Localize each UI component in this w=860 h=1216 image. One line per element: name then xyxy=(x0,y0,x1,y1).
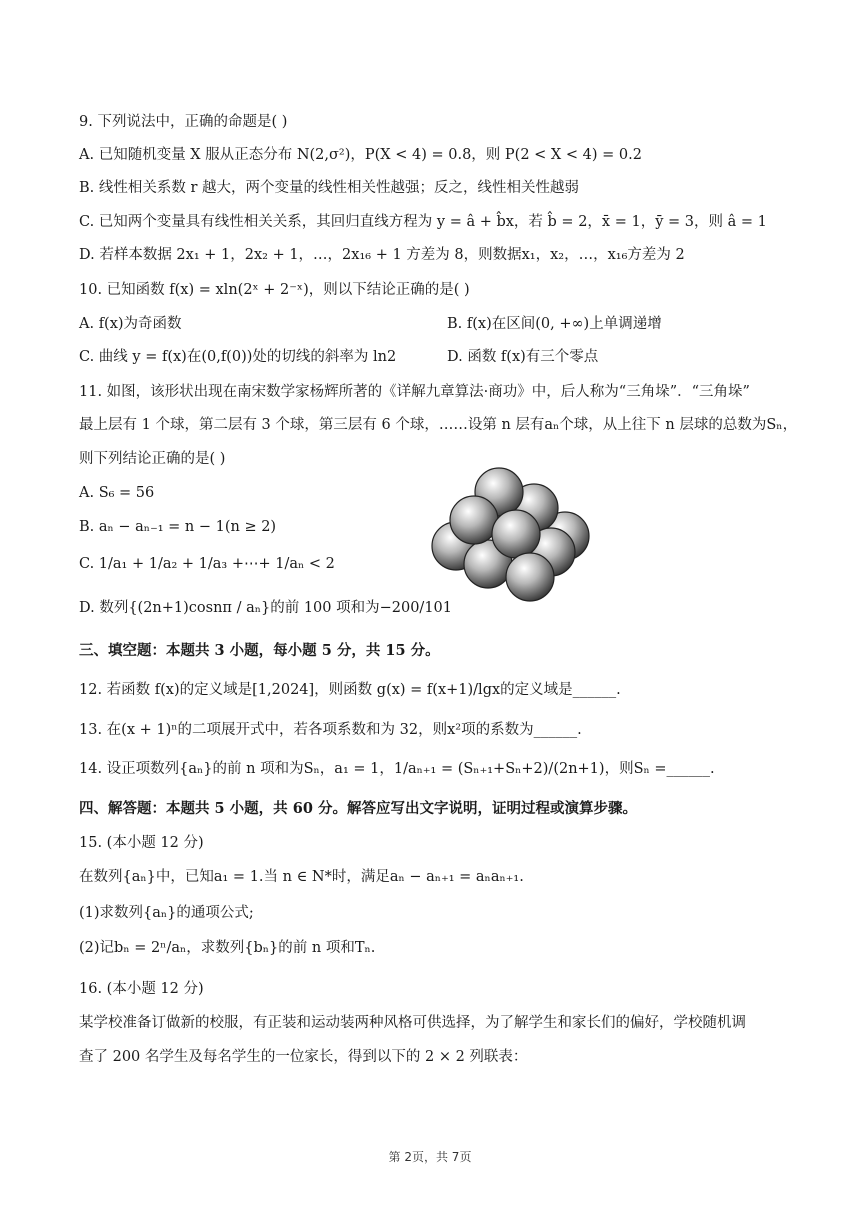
q11-option-c: C. 1/a₁ + 1/a₂ + 1/a₃ +⋯+ 1/aₙ < 2 xyxy=(79,556,335,572)
q14: 14. 设正项数列{aₙ}的前 n 项和为Sₙ，a₁ = 1，1/aₙ₊₁ = (Sₙ₊₁+Sₙ+2)/(2n+1)，则Sₙ =______. xyxy=(79,761,715,777)
q11-stem-line1: 11. 如图，该形状出现在南宋数学家杨辉所著的《详解九章算法·商功》中，后人称为“三角垛”．“三角垛” xyxy=(79,384,750,400)
q10-option-a: A. f(x)为奇函数 xyxy=(79,316,182,332)
q11-option-b: B. aₙ − aₙ₋₁ = n − 1(n ≥ 2) xyxy=(79,519,277,535)
q10-option-d: D. 函数 f(x)有三个零点 xyxy=(447,349,599,365)
q16-stem-line1: 某学校准备订做新的校服，有正装和运动装两种风格可供选择，为了解学生和家长们的偏好，学校随机调 xyxy=(79,1015,746,1031)
q12: 12. 若函数 f(x)的定义域是[1,2024]，则函数 g(x) = f(x+1)/lgx的定义域是______. xyxy=(79,682,621,698)
q15-part-1: (1)求数列{aₙ}的通项公式; xyxy=(79,905,254,921)
sphere xyxy=(506,553,554,601)
sphere xyxy=(492,510,540,558)
q9-stem: 9. 下列说法中，正确的命题是( ) xyxy=(79,114,288,130)
q10-option-b: B. f(x)在区间(0, +∞)上单调递增 xyxy=(447,316,662,332)
q16-header: 16. (本小题 12 分) xyxy=(79,981,204,997)
q11-stem-line3: 则下列结论正确的是( ) xyxy=(79,451,226,467)
q10-stem: 10. 已知函数 f(x) = xln(2ˣ + 2⁻ˣ)，则以下结论正确的是( ) xyxy=(79,282,470,298)
q9-option-c: C. 已知两个变量具有线性相关关系，其回归直线方程为 y = â + b̂x，若 b̂ = 2，x̄ = 1，ȳ = 3，则 â = 1 xyxy=(79,214,767,230)
q16-stem-line2: 查了 200 名学生及每名学生的一位家长，得到以下的 2 × 2 列联表： xyxy=(79,1049,528,1065)
section-4-heading: 四、解答题：本题共 5 小题，共 60 分。解答应写出文字说明，证明过程或演算步骤。 xyxy=(79,800,637,817)
q9-option-a: A. 已知随机变量 X 服从正态分布 N(2,σ²)，P(X < 4) = 0.8，则 P(2 < X < 4) = 0.2 xyxy=(79,147,642,163)
q11-option-a: A. S₆ = 56 xyxy=(79,485,155,501)
q9-option-d: D. 若样本数据 2x₁ + 1，2x₂ + 1，…，2x₁₆ + 1 方差为 8，则数据x₁，x₂，…，x₁₆方差为 2 xyxy=(79,247,685,263)
q15-header: 15. (本小题 12 分) xyxy=(79,835,204,851)
q15-stem: 在数列{aₙ}中，已知a₁ = 1.当 n ∈ N*时，满足aₙ − aₙ₊₁ = aₙaₙ₊₁. xyxy=(79,869,524,885)
q15-part-2: (2)记bₙ = 2ⁿ/aₙ，求数列{bₙ}的前 n 项和Tₙ. xyxy=(79,940,376,956)
page-footer: 第 2页，共 7页 xyxy=(388,1150,472,1164)
sphere xyxy=(450,496,498,544)
q10-option-c: C. 曲线 y = f(x)在(0,f(0))处的切线的斜率为 ln2 xyxy=(79,349,397,365)
triangular-pile-figure xyxy=(428,462,598,604)
q11-stem-line2: 最上层有 1 个球，第二层有 3 个球，第三层有 6 个球，……设第 n 层有aₙ个球，从上往下 n 层球的总数为Sₙ， xyxy=(79,417,798,433)
section-3-heading: 三、填空题：本题共 3 小题，每小题 5 分，共 15 分。 xyxy=(79,642,440,659)
q9-option-b: B. 线性相关系数 r 越大，两个变量的线性相关性越强；反之，线性相关性越弱 xyxy=(79,180,580,196)
q11-option-d: D. 数列{(2n+1)cosnπ / aₙ}的前 100 项和为−200/101 xyxy=(79,600,452,616)
q13: 13. 在(x + 1)ⁿ的二项展开式中，若各项系数和为 32，则x²项的系数为______. xyxy=(79,722,582,738)
